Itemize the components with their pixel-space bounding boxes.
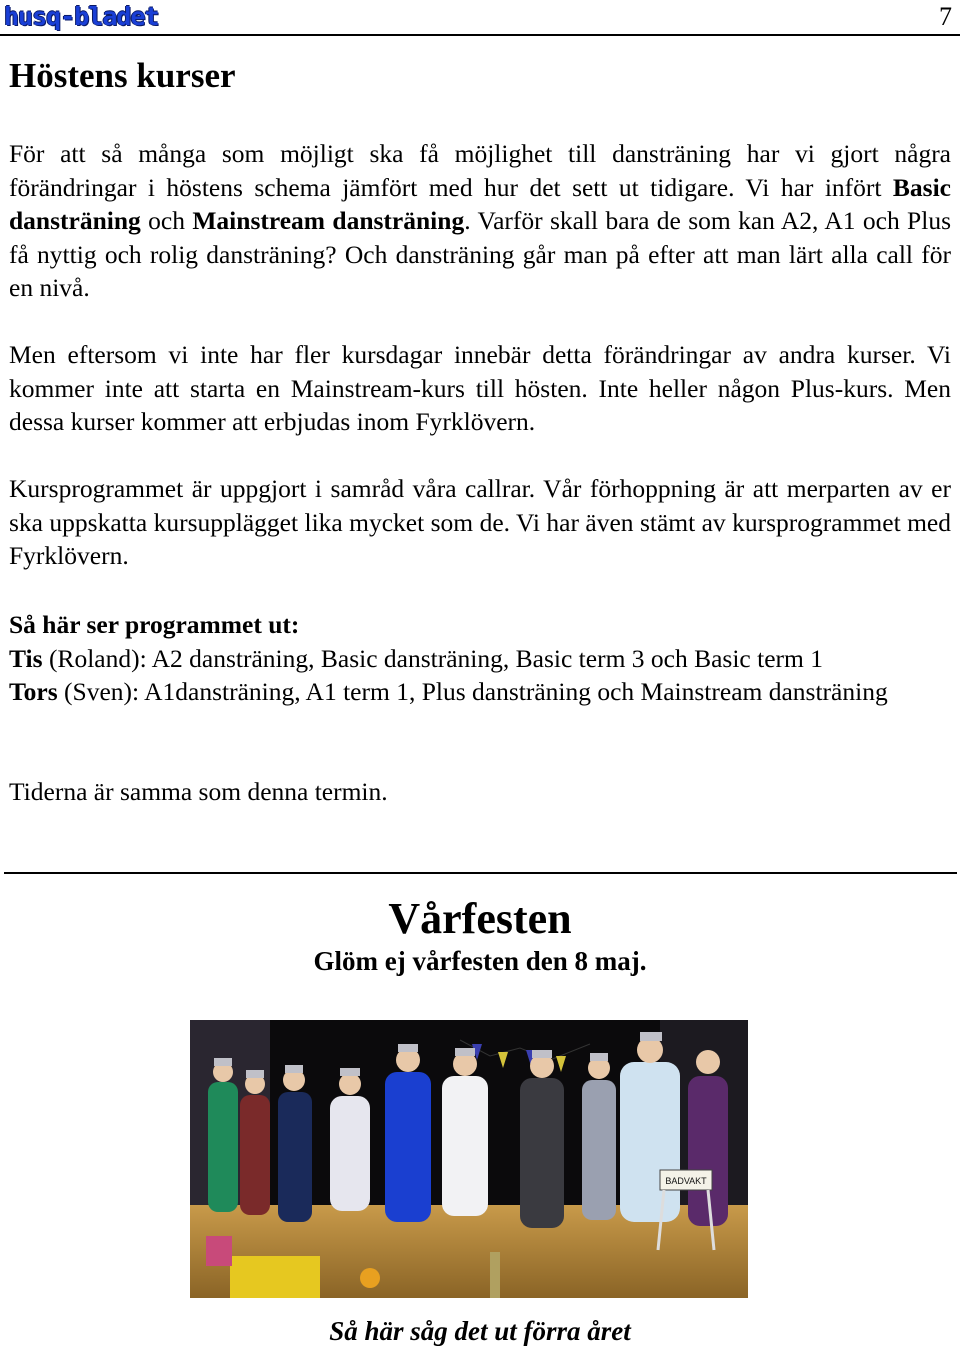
tuesday-text: (Roland): A2 dansträning, Basic dansträning, Basic term 3 och Basic term 1	[42, 643, 823, 673]
article-title: Höstens kurser	[9, 56, 236, 95]
page-header	[0, 0, 960, 36]
party-photo	[190, 1020, 748, 1298]
thursday-text: (Sven): A1dansträning, A1 term 1, Plus dansträning och Mainstream dansträning	[57, 677, 888, 706]
spring-party-subtitle: Glöm ej vårfesten den 8 maj.	[313, 946, 647, 976]
intro-bold-mainstream: Mainstream dansträning	[192, 206, 465, 235]
program-section	[9, 608, 951, 709]
program-heading: Så här ser programmet ut:	[9, 610, 300, 639]
thursday-label: Tors	[9, 677, 58, 706]
section-divider	[4, 872, 957, 874]
paragraph-changes: Men eftersom vi inte har fler kursdagar innebär detta förändringar av andra kurser. Vi kommer inte att starta en Mainstream-kurs till hösten. Inte heller någon Plus-kurs. Men dessa kurser kommer att erbjudas inom Fyrklövern.	[9, 340, 951, 436]
intro-text-3: . Varför skall bara de som kan A2, A1 och Plus få nyttig och rolig dansträning? Och dansträning går man på efter att man lärt alla call för en nivå.	[9, 206, 951, 302]
paragraph-closing: Tiderna är samma som denna termin.	[9, 777, 388, 806]
program-thursday	[9, 675, 951, 709]
masthead-logo: husq-bladet	[4, 2, 159, 31]
program-tuesday	[9, 642, 951, 676]
paragraph-callers: Kursprogrammet är uppgjort i samråd våra callrar. Vår förhoppning är att merparten av er ska uppskatta kursupplägget lika mycket som de. Vi har även stämt av kursprogrammet med Fyrklövern.	[9, 474, 951, 570]
badvakt-sign: BADVAKT	[665, 1176, 707, 1186]
photo-caption: Så här såg det ut förra året	[329, 1316, 631, 1346]
intro-text-2: och	[140, 206, 193, 235]
spring-party-title: Vårfesten	[388, 894, 572, 943]
tuesday-label: Tis	[9, 643, 43, 673]
intro-text-1: För att så många som möjligt ska få möjlighet till dansträning har vi gjort några förändringar i höstens schema jämfört med hur det sett ut tidigare. Vi har infört	[9, 139, 951, 202]
intro-bold-basic: Basic dansträning	[9, 172, 951, 235]
paragraph-intro	[9, 137, 951, 305]
page-number: 7	[939, 2, 952, 31]
